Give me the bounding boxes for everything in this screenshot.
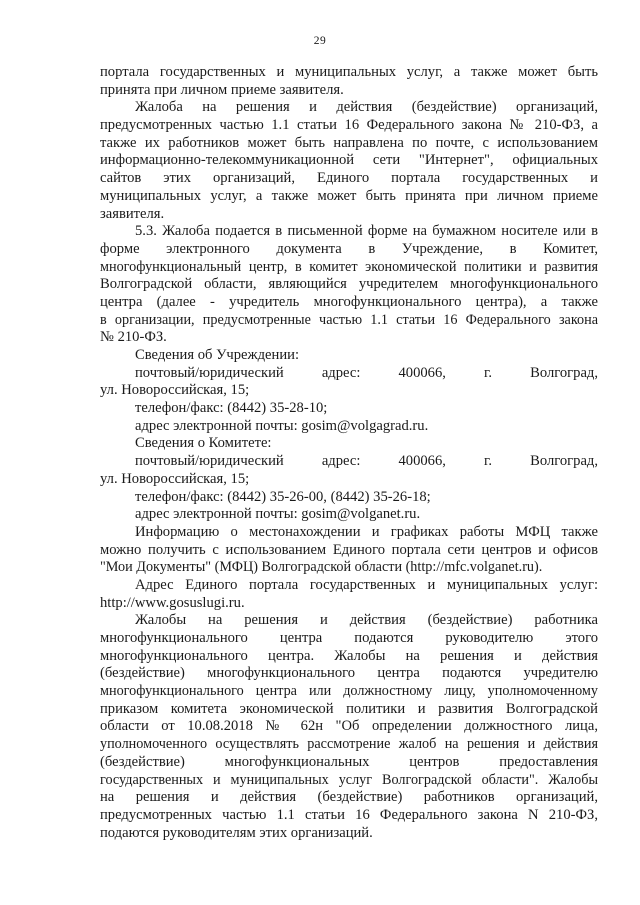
document-body [100,64,598,842]
page-number: 29 [313,35,327,47]
text-line: (бездействие) многофункциональных центров предоставления [100,753,598,770]
text-line: Адрес Единого портала государственных и муниципальных услуг: [135,576,598,593]
text-line: на решения и действия (бездействие) работников организаций, [100,789,598,806]
text-line: многофункционального центра подаются руководителю этого [100,630,598,646]
text-line: можно получить с использованием Единого портала сети центров и офисов [100,541,598,558]
text-line: многофункционального центра или должностному лицу, уполномоченному [100,683,598,700]
text-line: в организации, предусмотренные частью 1.1 статьи 16 Федерального закона [100,311,598,328]
text-line: телефон/факс: (8442) 35-28-10; [135,400,328,417]
text-line: предусмотренных частью 1.1 статьи 16 Федерального закона № 210-ФЗ, а [100,117,598,134]
text-line: Информацию о местонахождении и графиках работы МФЦ также [135,523,598,540]
text-line: Жалобы на решения и действия (бездействие) работника [135,612,598,629]
text-line: телефон/факс: (8442) 35-26-00, (8442) 35-26-18; [135,488,431,505]
text-line: адрес электронной почты: gosim@volgagrad.ru. [135,417,429,434]
text-line: подаются руководителям этих организаций. [100,824,373,841]
text-line: форме электронного документа в Учреждение, в Комитет, [100,240,598,257]
text-line: ул. Новороссийская, 15; [100,470,250,487]
text-line: http://www.gosuslugi.ru. [100,594,245,611]
text-line: уполномоченного осуществлять рассмотрение жалоб на решения и действия [100,736,598,753]
text-line: Сведения о Комитете: [135,435,272,452]
text-line: сайтов этих организаций, Единого портала государственных и [100,170,598,187]
text-line: (бездействие) многофункционального центра подаются учредителю [100,665,598,682]
text-line: Сведения об Учреждении: [135,347,299,363]
text-line: № 210-ФЗ. [100,329,167,346]
text-line: адрес электронной почты: gosim@volganet.ru. [135,506,421,523]
text-line: центра (далее - учредитель многофункционального центра), а также [100,293,598,310]
text-line: заявителя. [100,205,165,222]
text-line: портала государственных и муниципальных услуг, а также может быть [100,64,598,80]
text-line: 5.3. Жалоба подается в письменной форме на бумажном носителе или в [135,223,598,240]
text-line: предусмотренных частью 1.1 статьи 16 Федерального закона N 210-ФЗ, [100,806,598,823]
text-line: многофункционального центра. Жалобы на решения и действия [100,647,598,664]
text-line: Волгоградской области, являющийся учредителем многофункционального [100,276,598,293]
text-line: Жалоба на решения и действия (бездействие) организаций, [135,99,598,116]
text-line: приказом комитета экономической политики и развития Волгоградской [100,700,598,717]
text-line: области от 10.08.2018 № 62н "Об определении должностного лица, [100,718,598,735]
text-line: многофункциональный центр, в комитет экономической политики и развития [100,258,598,275]
text-line: муниципальных услуг, а также может быть принята при личном приеме [100,187,598,204]
text-line: информационно-телекоммуникационной сети "Интернет", официальных [100,152,598,169]
text-line: почтовый/юридический адрес: 400066, г. Волгоград, [135,453,598,470]
text-line: также их работников может быть направлена по почте, с использованием [100,134,598,151]
text-line: государственных и муниципальных услуг Волгоградской области". Жалобы [100,771,598,788]
text-line: ул. Новороссийская, 15; [100,382,250,399]
text-line: почтовый/юридический адрес: 400066, г. Волгоград, [135,364,598,381]
text-line: принята при личном приеме заявителя. [100,81,344,98]
text-line: "Мои Документы" (МФЦ) Волгоградской области (http://mfc.volganet.ru). [100,559,543,576]
